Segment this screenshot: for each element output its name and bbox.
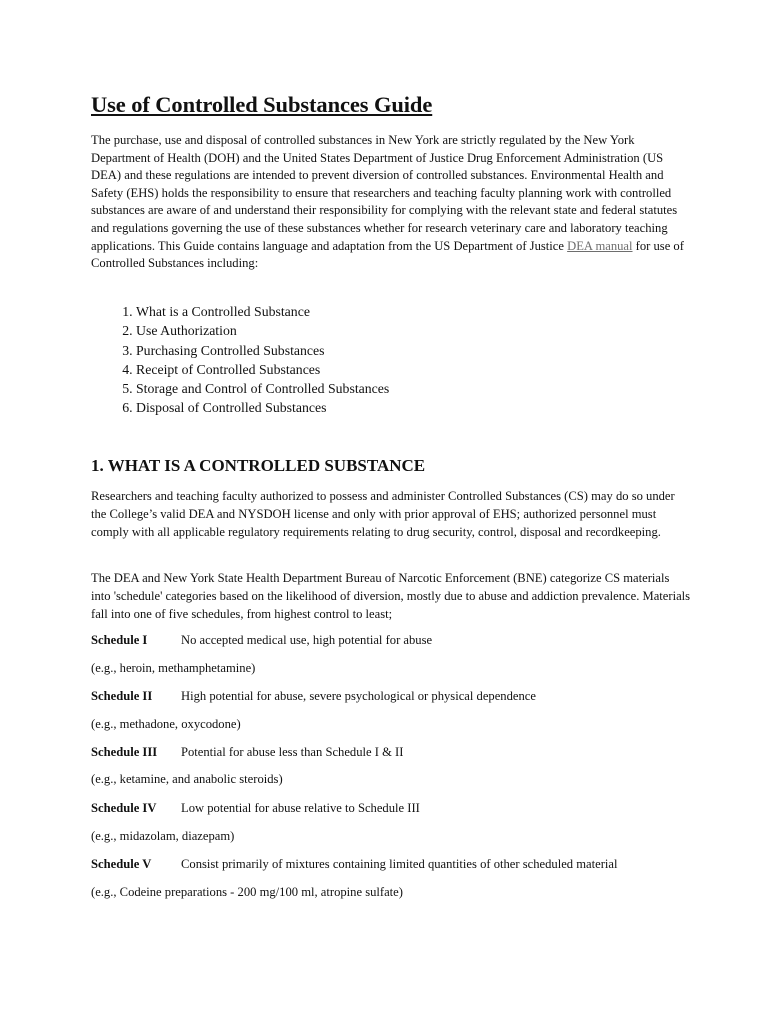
intro-paragraph [91, 132, 691, 273]
schedule-row [91, 801, 420, 816]
section-paragraph-schedules: The DEA and New York State Health Department Bureau of Narcotic Enforcement (BNE) categorize CS materials into 'schedule' categories based on the likelihood of diversion, mostly due to abuse and addiction prevalence. Materials fall into one of five schedules, from highest control to least; [91, 571, 691, 621]
schedule-example: (e.g., midazolam, diazepam) [91, 829, 235, 843]
schedule-description: Consist primarily of mixtures containing limited quantities of other scheduled material [181, 857, 618, 871]
list-item: 4. Receipt of Controlled Substances [136, 360, 389, 379]
list-item: 1. What is a Controlled Substance [136, 302, 389, 321]
schedule-row [91, 745, 403, 760]
schedule-name: Schedule IV [91, 801, 157, 815]
schedule-description: Potential for abuse less than Schedule I & II [181, 745, 404, 759]
schedule-name: Schedule III [91, 745, 158, 759]
schedule-example: (e.g., Codeine preparations - 200 mg/100 ml, atropine sulfate) [91, 885, 403, 899]
list-item: 2. Use Authorization [136, 321, 389, 340]
schedule-row [91, 689, 536, 704]
list-item: 6. Disposal of Controlled Substances [136, 398, 389, 417]
schedule-name: Schedule II [91, 689, 153, 703]
schedule-name: Schedule V [91, 857, 152, 871]
schedule-example: (e.g., heroin, methamphetamine) [91, 661, 256, 675]
section-paragraph-authorization: Researchers and teaching faculty authorized to possess and administer Controlled Substances (CS) may do so under the College’s valid DEA and NYSDOH license and only with prior approval of EHS; authorized personnel must comply with all applicable regulatory requirements relating to drug security, control, disposal and recordkeeping. [91, 489, 675, 539]
intro-text: The purchase, use and disposal of controlled substances in New York are strictly regulated by the New York Department of Health (DOH) and the United States Department of Justice Drug Enforcement Administration (US DEA) and these regulations are intended to prevent diversion of controlled substances. Environmental Health and Safety (EHS) holds the responsibility to ensure that researchers and teaching faculty planning work with controlled substances are aware of and understand their responsibility for complying with the relevant state and federal statutes and regulations governing the use of these substances whether for research veterinary care and laboratory teaching applications. This Guide contains language and adaptation from the US Department of Justice [91, 133, 678, 253]
schedule-description: No accepted medical use, high potential for abuse [181, 633, 433, 647]
schedule-example: (e.g., methadone, oxycodone) [91, 717, 241, 731]
intro-text-end: for use of Controlled Substances including: [91, 238, 684, 271]
contents-list [91, 302, 389, 418]
schedule-description: Low potential for abuse relative to Schedule III [181, 801, 420, 815]
list-item: 3. Purchasing Controlled Substances [136, 341, 389, 360]
section-heading: 1. WHAT IS A CONTROLLED SUBSTANCE [91, 456, 426, 475]
schedule-description: High potential for abuse, severe psychological or physical dependence [181, 689, 536, 703]
schedule-name: Schedule I [91, 633, 148, 647]
schedule-row [91, 857, 618, 872]
list-item: 5. Storage and Control of Controlled Substances [136, 379, 389, 398]
schedule-example: (e.g., ketamine, and anabolic steroids) [91, 772, 283, 786]
schedule-row [91, 633, 432, 648]
document-title: Use of Controlled Substances Guide [91, 92, 433, 117]
dea-manual-link[interactable]: DEA manual [567, 238, 633, 253]
